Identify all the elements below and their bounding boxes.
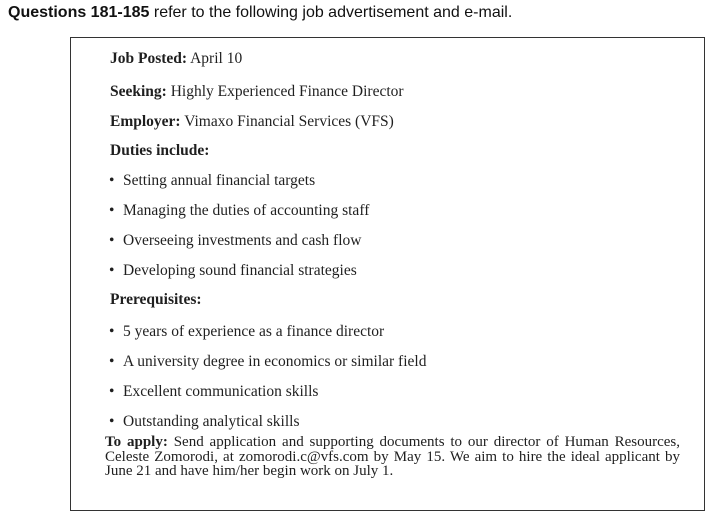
job-posted-label: Job Posted:	[110, 50, 188, 67]
bullet-icon: •	[109, 172, 115, 189]
duty-item	[109, 232, 361, 250]
duty-item	[109, 202, 369, 220]
duty-text: Developing sound financial strategies	[123, 262, 357, 279]
heading-text: refer to the following job advertisement and e-mail.	[153, 4, 513, 21]
apply-label: To apply:	[105, 434, 168, 450]
seeking-line	[110, 83, 404, 101]
apply-paragraph	[105, 435, 680, 479]
prerequisite-item	[109, 323, 384, 341]
seeking-label: Seeking:	[110, 83, 167, 100]
job-advertisement	[70, 37, 705, 511]
prerequisite-text: Outstanding analytical skills	[123, 413, 300, 430]
bullet-icon: •	[109, 232, 115, 249]
duty-item	[109, 172, 315, 190]
bullet-icon: •	[109, 353, 115, 370]
bullet-icon: •	[109, 383, 115, 400]
employer-label: Employer:	[110, 113, 181, 130]
prerequisite-text: Excellent communication skills	[123, 383, 319, 400]
duties-heading: Duties include:	[110, 142, 210, 159]
prerequisite-text: 5 years of experience as a finance director	[123, 323, 385, 340]
prerequisite-item	[109, 383, 318, 401]
bullet-icon: •	[109, 262, 115, 279]
bullet-icon: •	[109, 413, 115, 430]
bullet-icon: •	[109, 323, 115, 340]
prerequisite-item	[109, 413, 300, 431]
question-numbers: Questions 181-185	[8, 4, 150, 21]
prerequisite-item	[109, 353, 426, 371]
duty-item	[109, 262, 357, 280]
job-posted-line	[110, 50, 242, 68]
duty-text: Overseeing investments and cash flow	[123, 232, 362, 249]
questions-heading	[8, 4, 512, 22]
bullet-icon: •	[109, 202, 115, 219]
job-posted-value: April 10	[190, 50, 243, 67]
prerequisite-text: A university degree in economics or similar field	[123, 353, 427, 370]
seeking-value: Highly Experienced Finance Director	[170, 83, 404, 100]
apply-text: Send application and supporting documents to our director of Human Resources, Celeste Zomorodi, at zomorodi.c@vfs.com by May 15. We aim to hire the ideal applicant by June 21 and have him/her begin work on July 1.	[105, 434, 681, 479]
duty-text: Setting annual financial targets	[123, 172, 316, 189]
employer-line	[110, 113, 394, 131]
employer-value: Vimaxo Financial Services (VFS)	[184, 113, 394, 130]
prerequisites-heading: Prerequisites:	[110, 291, 202, 308]
duty-text: Managing the duties of accounting staff	[123, 202, 370, 219]
